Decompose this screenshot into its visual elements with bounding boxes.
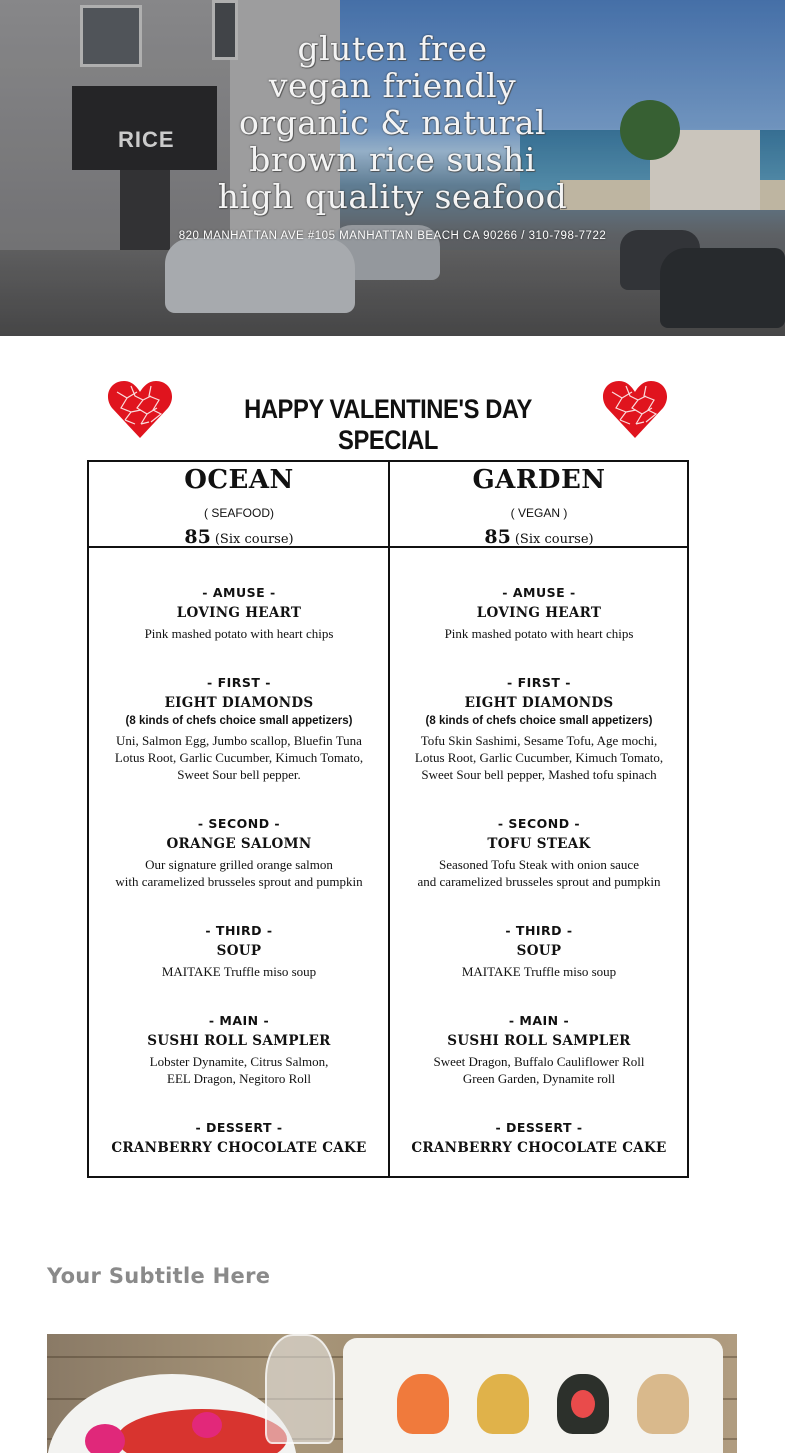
tagline-line: high quality seafood [217,177,568,216]
column-price [89,526,389,552]
course-block [89,585,389,642]
column-title: GARDEN [472,465,606,495]
price-value: 85 [484,526,511,548]
course-description: Uni, Salmon Egg, Jumbo scallop, Bluefin Tuna [116,733,362,748]
price-note: (Six course) [214,532,294,547]
course-block [389,1120,689,1160]
price-note: (Six course) [514,532,594,547]
course-label: - THIRD - [205,923,273,938]
course-dish: CRANBERRY CHOCOLATE CAKE [111,1140,367,1156]
course-block [89,923,389,980]
course-block [89,1120,389,1160]
course-block [89,1013,389,1087]
course-description: Sweet Dragon, Buffalo Cauliflower Roll [433,1054,645,1069]
course-dish: LOVING HEART [176,605,302,621]
course-dish: SUSHI ROLL SAMPLER [147,1033,331,1049]
course-description: EEL Dragon, Negitoro Roll [167,1071,311,1086]
course-label: - DESSERT - [195,1120,283,1135]
course-label: - AMUSE - [502,585,576,600]
special-title: HAPPY VALENTINE'S DAY SPECIAL [244,394,532,455]
course-label: - AMUSE - [202,585,276,600]
sushi-piece [637,1374,689,1434]
course-description: Sweet Sour bell pepper. [177,767,301,782]
course-description: Lotus Root, Garlic Cucumber, Kimuch Tomato, [414,750,664,765]
course-block [389,816,689,890]
course-description: with caramelized brusseles sprout and pumpkin [115,874,363,889]
sushi-piece [397,1374,449,1434]
course-label: - THIRD - [505,923,573,938]
tagline-line: brown rice sushi [249,140,536,179]
course-note: (8 kinds of chefs choice small appetizers) [125,715,353,727]
course-description: Pink mashed potato with heart chips [144,626,334,641]
course-block [389,923,689,980]
course-dish: SOUP [216,943,262,959]
column-subtitle: ( VEGAN ) [510,506,568,520]
section-subtitle: Your Subtitle Here [47,1264,271,1288]
food-photo [47,1334,737,1453]
course-label: - SECOND - [197,816,281,831]
course-description: MAITAKE Truffle miso soup [161,964,317,979]
heart-icon [602,378,668,440]
course-description: Tofu Skin Sashimi, Sesame Tofu, Age mochi, [420,733,658,748]
tagline-line: organic & natural [238,103,547,142]
course-description: Lobster Dynamite, Citrus Salmon, [149,1054,329,1069]
menu-column-garden [389,462,689,552]
course-label: - MAIN - [208,1013,270,1028]
sushi-piece [477,1374,529,1434]
course-menu-table [87,460,689,1178]
course-description: and caramelized brusseles sprout and pumpkin [417,874,661,889]
course-dish: CRANBERRY CHOCOLATE CAKE [411,1140,667,1156]
column-price [389,526,689,552]
column-subtitle: ( SEAFOOD) [203,506,274,520]
course-block [89,816,389,890]
course-description: Pink mashed potato with heart chips [444,626,634,641]
course-dish: SOUP [516,943,562,959]
course-dish: LOVING HEART [476,605,602,621]
course-label: - FIRST - [207,675,271,690]
tagline-line: gluten free [297,29,488,68]
course-label: - MAIN - [508,1013,570,1028]
column-title: OCEAN [184,465,294,495]
course-description: Seasoned Tofu Steak with onion sauce [439,857,639,872]
rose-petal [192,1412,222,1438]
valentine-special-header [0,378,785,455]
course-description: Green Garden, Dynamite roll [462,1071,616,1086]
course-label: - DESSERT - [495,1120,583,1135]
course-description: MAITAKE Truffle miso soup [461,964,617,979]
hero-tagline [0,30,785,215]
tagline-line: vegan friendly [268,66,517,105]
sushi-piece [557,1374,609,1434]
hero-banner [0,0,785,336]
course-dish: EIGHT DIAMONDS [164,695,314,711]
course-note: (8 kinds of chefs choice small appetizers) [425,715,653,727]
course-description: Sweet Sour bell pepper, Mashed tofu spinach [421,767,657,782]
course-description: Our signature grilled orange salmon [145,857,333,872]
course-dish: SUSHI ROLL SAMPLER [447,1033,631,1049]
wine-glass [265,1334,335,1444]
menu-column-ocean [89,462,389,552]
course-label: - SECOND - [497,816,581,831]
course-dish: TOFU STEAK [487,836,591,852]
course-dish: ORANGE SALOMN [166,836,312,852]
rose-petal [85,1424,125,1453]
course-block [389,585,689,642]
restaurant-address: 820 MANHATTAN AVE #105 MANHATTAN BEACH CA 90266 / 310-798-7722 [178,230,607,242]
price-value: 85 [184,526,211,548]
course-label: - FIRST - [507,675,571,690]
course-block [89,675,389,783]
course-block [389,1013,689,1087]
course-block [389,675,689,783]
heart-icon [107,378,173,440]
course-description: Lotus Root, Garlic Cucumber, Kimuch Tomato, [114,750,364,765]
course-dish: EIGHT DIAMONDS [464,695,614,711]
storefront-sign: RICE [118,127,175,152]
